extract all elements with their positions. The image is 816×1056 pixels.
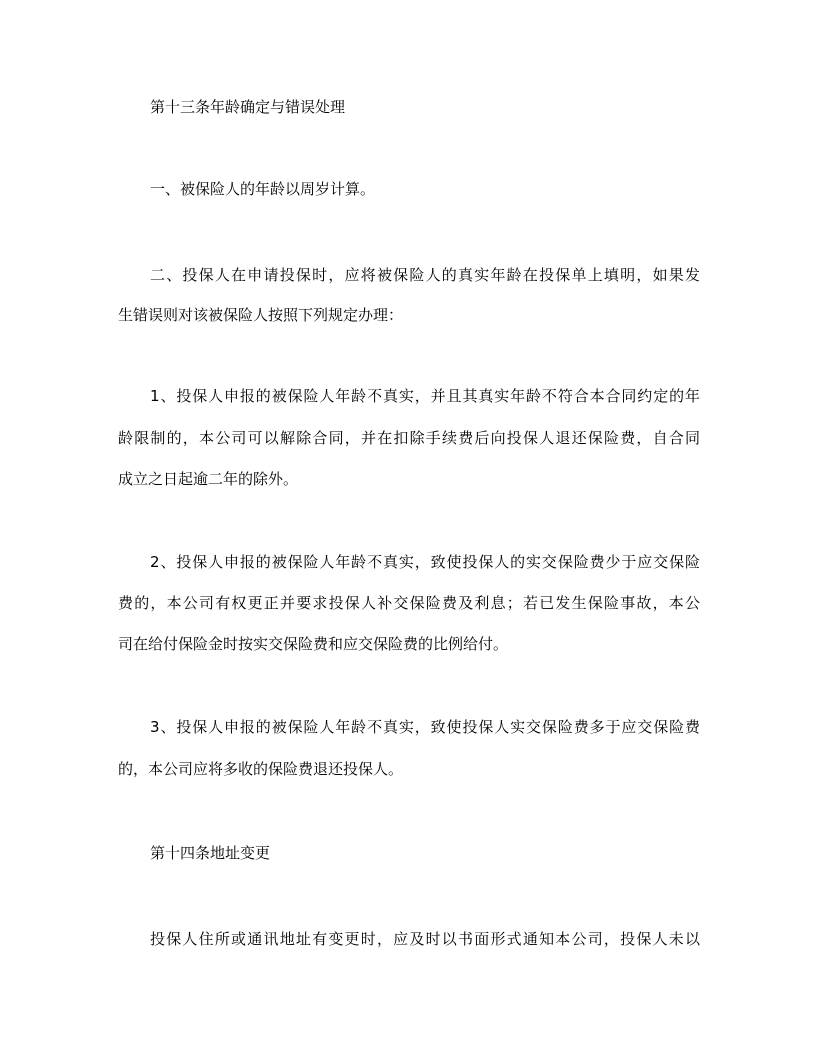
- article-13-clause-2-line-2: 费的，本公司有权更正并要求投保人补交保险费及利息；若已发生保险事故，本公: [118, 594, 700, 612]
- article-13-clause-3-line-1: 3、投保人申报的被保险人年龄不真实，致使投保人实交保险费多于应交保险费: [150, 718, 700, 736]
- article-14-heading: 第十四条地址变更: [150, 844, 271, 862]
- article-13-clause-2-line-3: 司在给付保险金时按实交保险费和应交保险费的比例给付。: [118, 635, 509, 653]
- article-14-body-line-1: 投保人住所或通讯地址有变更时，应及时以书面形式通知本公司，投保人未以: [150, 930, 700, 948]
- article-13-clause-2-line-1: 2、投保人申报的被保险人年龄不真实，致使投保人的实交保险费少于应交保险: [150, 553, 700, 571]
- article-13-heading: 第十三条年龄确定与错误处理: [150, 98, 346, 116]
- article-13-item-2-line-1: 二、投保人在申请投保时，应将被保险人的真实年龄在投保单上填明，如果发: [150, 266, 700, 284]
- article-13-clause-1-line-1: 1、投保人申报的被保险人年龄不真实，并且其真实年龄不符合本合同约定的年: [150, 387, 700, 405]
- article-13-item-2-line-2: 生错误则对该被保险人按照下列规定办理：: [118, 306, 404, 324]
- article-13-clause-1-line-3: 成立之日起逾二年的除外。: [118, 470, 299, 488]
- article-13-clause-1-line-2: 龄限制的，本公司可以解除合同，并在扣除手续费后向投保人退还保险费，自合同: [118, 429, 700, 447]
- article-13-clause-3-line-2: 的，本公司应将多收的保险费退还投保人。: [118, 760, 404, 778]
- article-13-item-1: 一、被保险人的年龄以周岁计算。: [150, 180, 376, 198]
